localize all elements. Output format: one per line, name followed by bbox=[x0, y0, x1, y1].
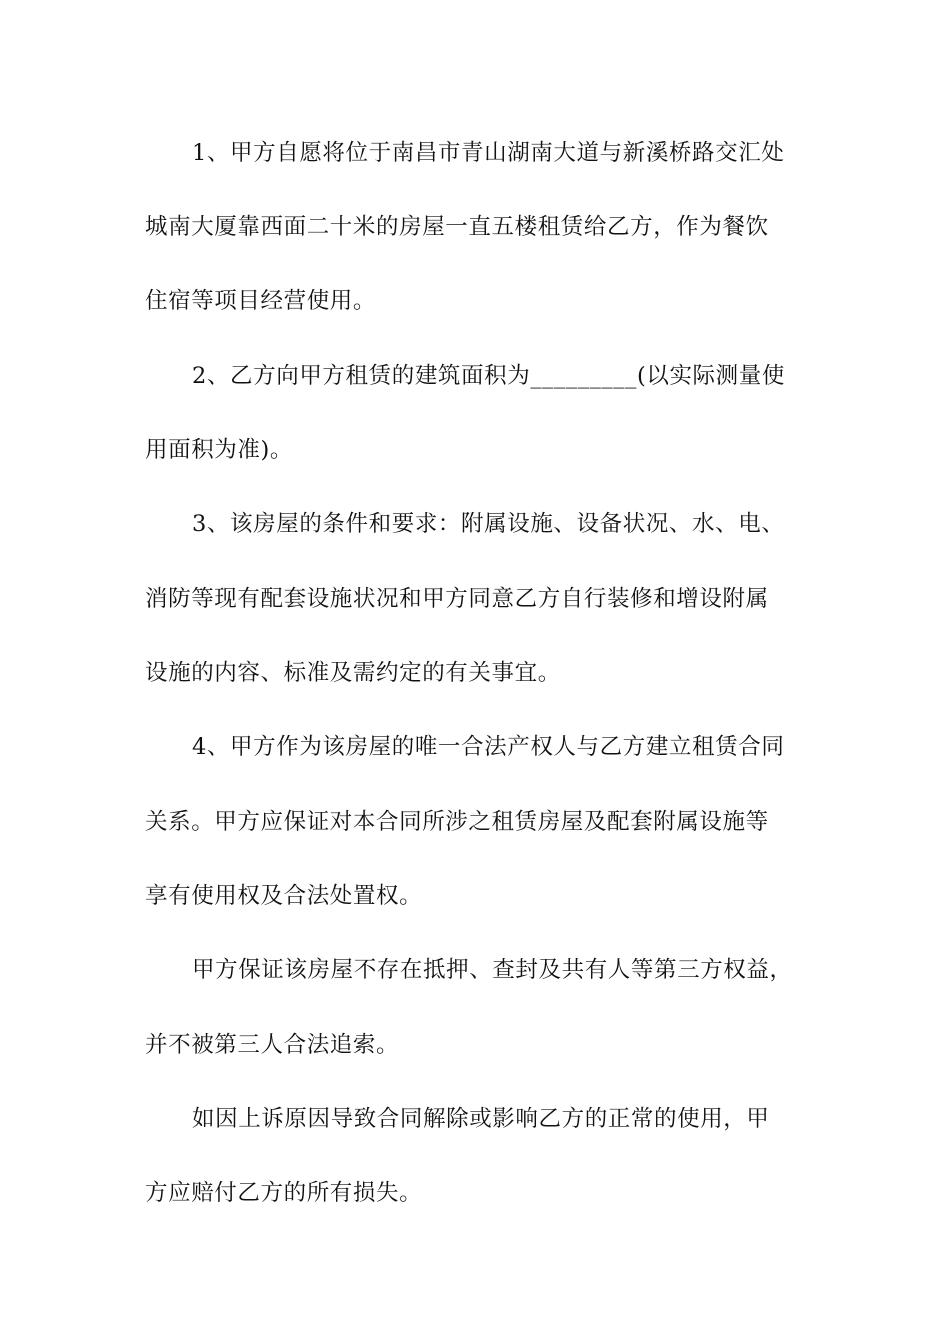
clause-2-line-1: 2、乙方向甲方租赁的建筑面积为_________(以实际测量使 bbox=[192, 363, 785, 389]
compensation-line-1: 如因上诉原因导致合同解除或影响乙方的正常的使用，甲 bbox=[192, 1106, 770, 1132]
clause-3-line-3: 设施的内容、标准及需约定的有关事宜。 bbox=[145, 660, 561, 686]
clause-1-line-2: 城南大厦靠西面二十米的房屋一直五楼租赁给乙方，作为餐饮 bbox=[145, 214, 769, 240]
guarantee-line-1: 甲方保证该房屋不存在抵押、查封及共有人等第三方权益， bbox=[192, 957, 793, 983]
clause-1-line-1: 1、甲方自愿将位于南昌市青山湖南大道与新溪桥路交汇处 bbox=[192, 140, 785, 166]
clause-3-line-1: 3、该房屋的条件和要求：附属设施、设备状况、水、电、 bbox=[192, 511, 785, 537]
clause-4-line-1: 4、甲方作为该房屋的唯一合法产权人与乙方建立租赁合同 bbox=[192, 734, 785, 760]
clause-4-line-3: 享有使用权及合法处置权。 bbox=[145, 883, 423, 909]
guarantee-line-2: 并不被第三人合法追索。 bbox=[145, 1032, 400, 1058]
clause-4-line-2: 关系。甲方应保证对本合同所涉之租赁房屋及配套附属设施等 bbox=[145, 809, 769, 835]
compensation-line-2: 方应赔付乙方的所有损失。 bbox=[145, 1180, 423, 1206]
clause-1-line-3: 住宿等项目经营使用。 bbox=[145, 288, 377, 314]
clause-3-line-2: 消防等现有配套设施状况和甲方同意乙方自行装修和增设附属 bbox=[145, 586, 769, 612]
clause-2-line-2: 用面积为准)。 bbox=[145, 437, 293, 463]
